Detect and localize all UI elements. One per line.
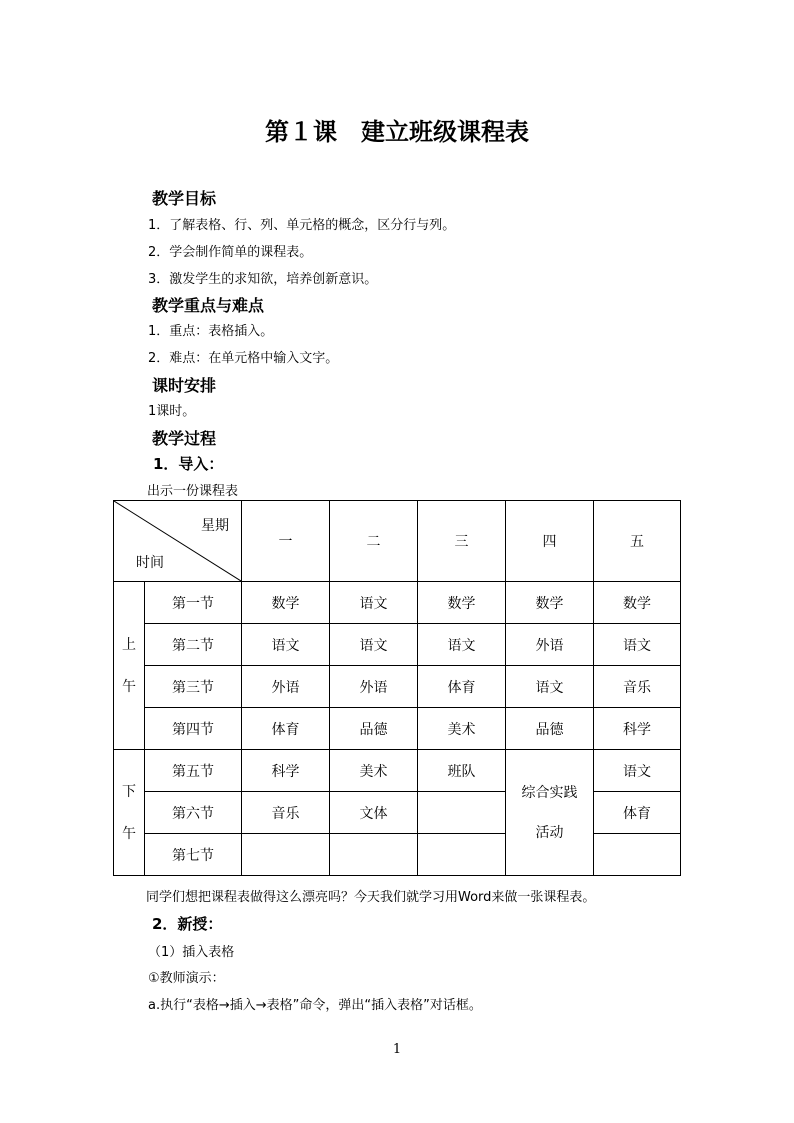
subject-cell: 语文 [506, 666, 594, 708]
merged-activity-top: 综合实践 [521, 784, 578, 801]
subject-cell [330, 834, 418, 876]
instruction-a: a.执行“表格→插入→表格”命令，弹出“插入表格”对话框。 [148, 998, 482, 1013]
merged-activity-cell [506, 750, 594, 876]
subject-cell: 品德 [506, 708, 594, 750]
time-heading: 课时安排 [152, 376, 217, 395]
subject-cell: 科学 [594, 708, 681, 750]
table-row [114, 624, 681, 666]
subject-cell [594, 834, 681, 876]
goal-item: 3．激发学生的求知欲，培养创新意识。 [148, 272, 378, 287]
demo-label: ①教师演示： [148, 971, 225, 986]
subject-cell: 数学 [418, 582, 506, 624]
period-label: 第七节 [145, 834, 242, 876]
subject-cell: 美术 [330, 750, 418, 792]
table-row [114, 750, 681, 792]
morning-label [114, 582, 145, 750]
subject-cell: 语文 [594, 624, 681, 666]
goal-item: 1．了解表格、行、列、单元格的概念，区分行与列。 [148, 218, 456, 233]
subject-cell: 外语 [330, 666, 418, 708]
subject-cell: 语文 [594, 750, 681, 792]
subject-cell [418, 834, 506, 876]
morning-label-bottom: 午 [122, 678, 136, 695]
subject-cell: 体育 [242, 708, 330, 750]
step1-heading: 1．导入： [153, 455, 224, 473]
subject-cell: 体育 [594, 792, 681, 834]
corner-weekday-label: 星期 [201, 518, 229, 534]
subject-cell: 品德 [330, 708, 418, 750]
time-text: 1课时。 [148, 404, 196, 419]
subject-cell: 文体 [330, 792, 418, 834]
period-label: 第二节 [145, 624, 242, 666]
afternoon-label [114, 750, 145, 876]
page-number: 1 [392, 1042, 402, 1057]
subject-cell: 数学 [594, 582, 681, 624]
subject-cell: 外语 [242, 666, 330, 708]
subject-cell: 语文 [330, 582, 418, 624]
key-heading: 教学重点与难点 [152, 296, 265, 315]
afternoon-label-bottom: 午 [122, 825, 136, 842]
subject-cell: 音乐 [242, 792, 330, 834]
corner-cell [114, 501, 242, 582]
subject-cell: 外语 [506, 624, 594, 666]
subject-cell [242, 834, 330, 876]
key-item: 1．重点：表格插入。 [148, 324, 274, 339]
corner-time-label: 时间 [136, 555, 164, 571]
subject-cell: 科学 [242, 750, 330, 792]
schedule-table [113, 500, 681, 876]
subject-cell [418, 792, 506, 834]
merged-activity-bottom: 活动 [535, 824, 564, 841]
morning-label-top: 上 [122, 636, 136, 653]
table-row [114, 834, 681, 876]
period-label: 第六节 [145, 792, 242, 834]
intro-text: 同学们想把课程表做得这么漂亮吗？今天我们就学习用Word来做一张课程表。 [146, 890, 596, 905]
process-heading: 教学过程 [152, 429, 217, 448]
table-row [114, 792, 681, 834]
period-label: 第一节 [145, 582, 242, 624]
subject-cell: 美术 [418, 708, 506, 750]
key-item: 2．难点：在单元格中输入文字。 [148, 351, 339, 366]
afternoon-label-top: 下 [122, 783, 136, 800]
subject-cell: 数学 [506, 582, 594, 624]
table-header-row [114, 501, 681, 582]
table-row [114, 582, 681, 624]
table-row [114, 708, 681, 750]
period-label: 第三节 [145, 666, 242, 708]
goal-item: 2．学会制作简单的课程表。 [148, 245, 313, 260]
subject-cell: 语文 [418, 624, 506, 666]
period-label: 第五节 [145, 750, 242, 792]
day-header: 五 [594, 501, 681, 582]
page-title: 第１课 建立班级课程表 [265, 118, 529, 146]
goals-heading: 教学目标 [152, 189, 217, 208]
diagonal-line [114, 501, 241, 581]
subject-cell: 音乐 [594, 666, 681, 708]
subject-cell: 数学 [242, 582, 330, 624]
subject-cell: 班队 [418, 750, 506, 792]
subject-cell: 语文 [330, 624, 418, 666]
day-header: 三 [418, 501, 506, 582]
day-header: 四 [506, 501, 594, 582]
table-row [114, 666, 681, 708]
subject-cell: 语文 [242, 624, 330, 666]
subject-cell: 体育 [418, 666, 506, 708]
show-text: 出示一份课程表 [147, 484, 239, 499]
day-header: 一 [242, 501, 330, 582]
period-label: 第四节 [145, 708, 242, 750]
day-header: 二 [330, 501, 418, 582]
sub-heading: （1）插入表格 [148, 945, 235, 960]
step2-heading: 2．新授： [152, 915, 223, 933]
